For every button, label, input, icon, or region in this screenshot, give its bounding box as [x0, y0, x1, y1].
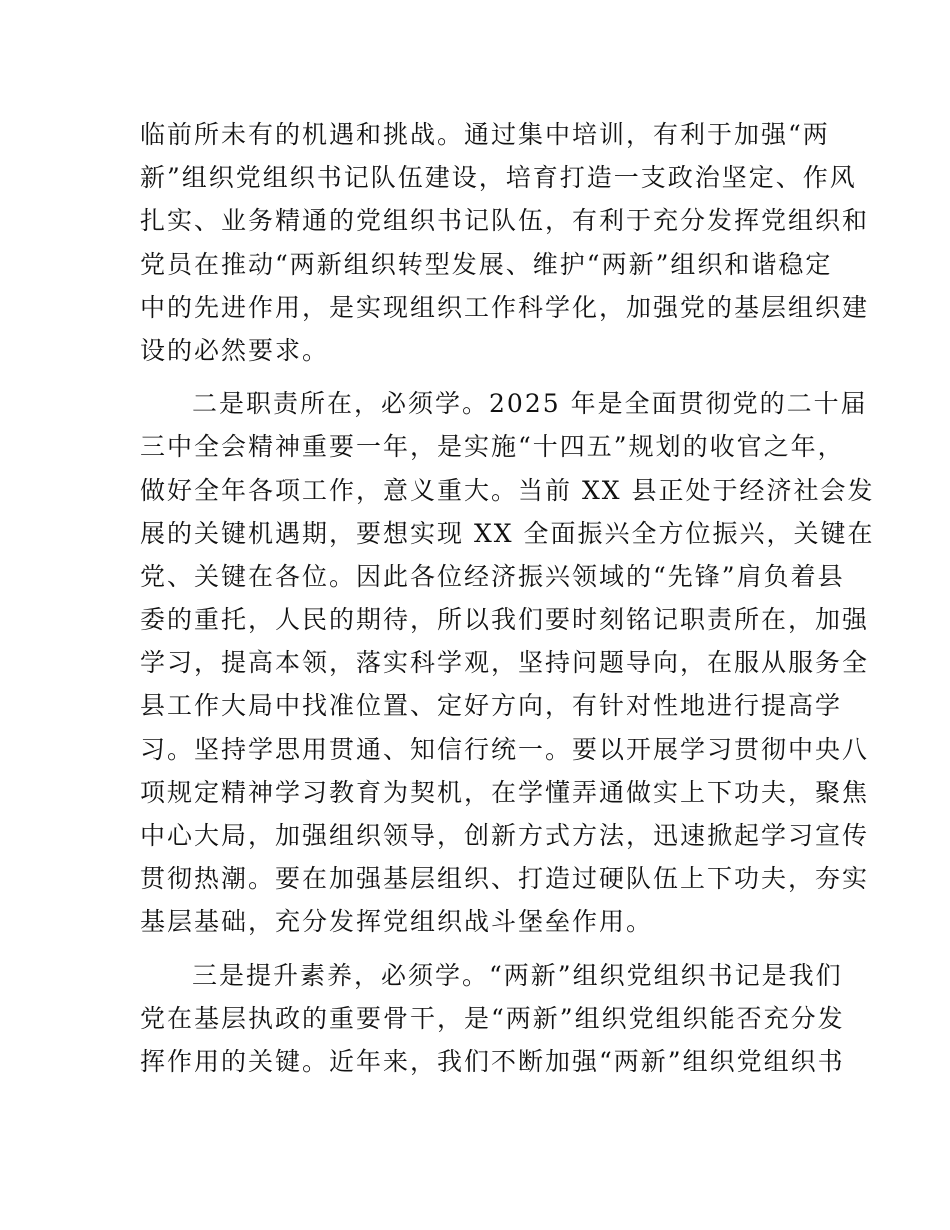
- paragraph-line: 基层基础，充分发挥党组织战斗堡垒作用。: [140, 907, 654, 937]
- paragraph-line: 设的必然要求。: [140, 335, 330, 365]
- paragraph-line: 展的关键机遇期，要想实现 XX 全面振兴全方位振兴，关键在: [140, 518, 875, 548]
- paragraph-3: [140, 954, 845, 1084]
- paragraph-line: 做好全年各项工作，意义重大。当前 XX 县正处于经济社会发: [140, 475, 875, 505]
- paragraph-line: 临前所未有的机遇和挑战。通过集中培训，有利于加强“两: [140, 120, 830, 149]
- paragraph-line: 新”组织党组织书记队伍建设，培育打造一支政治坚定、作风: [140, 163, 857, 193]
- paragraph-line: 三中全会精神重要一年，是实施“十四五”规划的收官之年，: [140, 432, 845, 462]
- paragraph-line: 中心大局，加强组织领导，创新方式方法，迅速掀起学习宣传: [140, 821, 870, 850]
- document-body: [140, 113, 875, 1083]
- paragraph-2: [140, 382, 875, 943]
- paragraph-line: 贯彻热潮。要在加强基层组织、打造过硬队伍上下功夫，夯实: [140, 864, 870, 894]
- paragraph-line: 党员在推动“两新组织转型发展、维护“两新”组织和谐稳定: [140, 249, 833, 279]
- paragraph-line: 项规定精神学习教育为契机，在学懂弄通做实上下功夫，聚焦: [140, 777, 870, 807]
- paragraph-line: 学习，提高本领，落实科学观，坚持问题导向，在服从服务全: [140, 648, 870, 678]
- paragraph-line: 中的先进作用，是实现组织工作科学化，加强党的基层组织建: [140, 292, 870, 322]
- paragraph-line: 县工作大局中找准位置、定好方向，有针对性地进行提高学: [140, 691, 843, 721]
- paragraph-line: 习。坚持学思用贯通、知信行统一。要以开展学习贯彻中央八: [140, 734, 870, 764]
- paragraph-line: 三是提升素养，必须学。“两新”组织党组织书记是我们: [192, 960, 843, 990]
- paragraph-line: 二是职责所在，必须学。2025 年是全面贯彻党的二十届: [192, 389, 868, 419]
- paragraph-line: 党、关键在各位。因此各位经济振兴领域的“先锋”肩负着县: [140, 561, 845, 591]
- paragraph-1: [140, 113, 870, 372]
- paragraph-line: 委的重托，人民的期待，所以我们要时刻铭记职责所在，加强: [140, 605, 870, 635]
- paragraph-line: 挥作用的关键。近年来，我们不断加强“两新”组织党组织书: [140, 1046, 845, 1076]
- paragraph-line: 党在基层执政的重要骨干，是“两新”组织党组织能否充分发: [140, 1003, 845, 1033]
- paragraph-line: 扎实、业务精通的党组织书记队伍，有利于充分发挥党组织和: [140, 206, 870, 236]
